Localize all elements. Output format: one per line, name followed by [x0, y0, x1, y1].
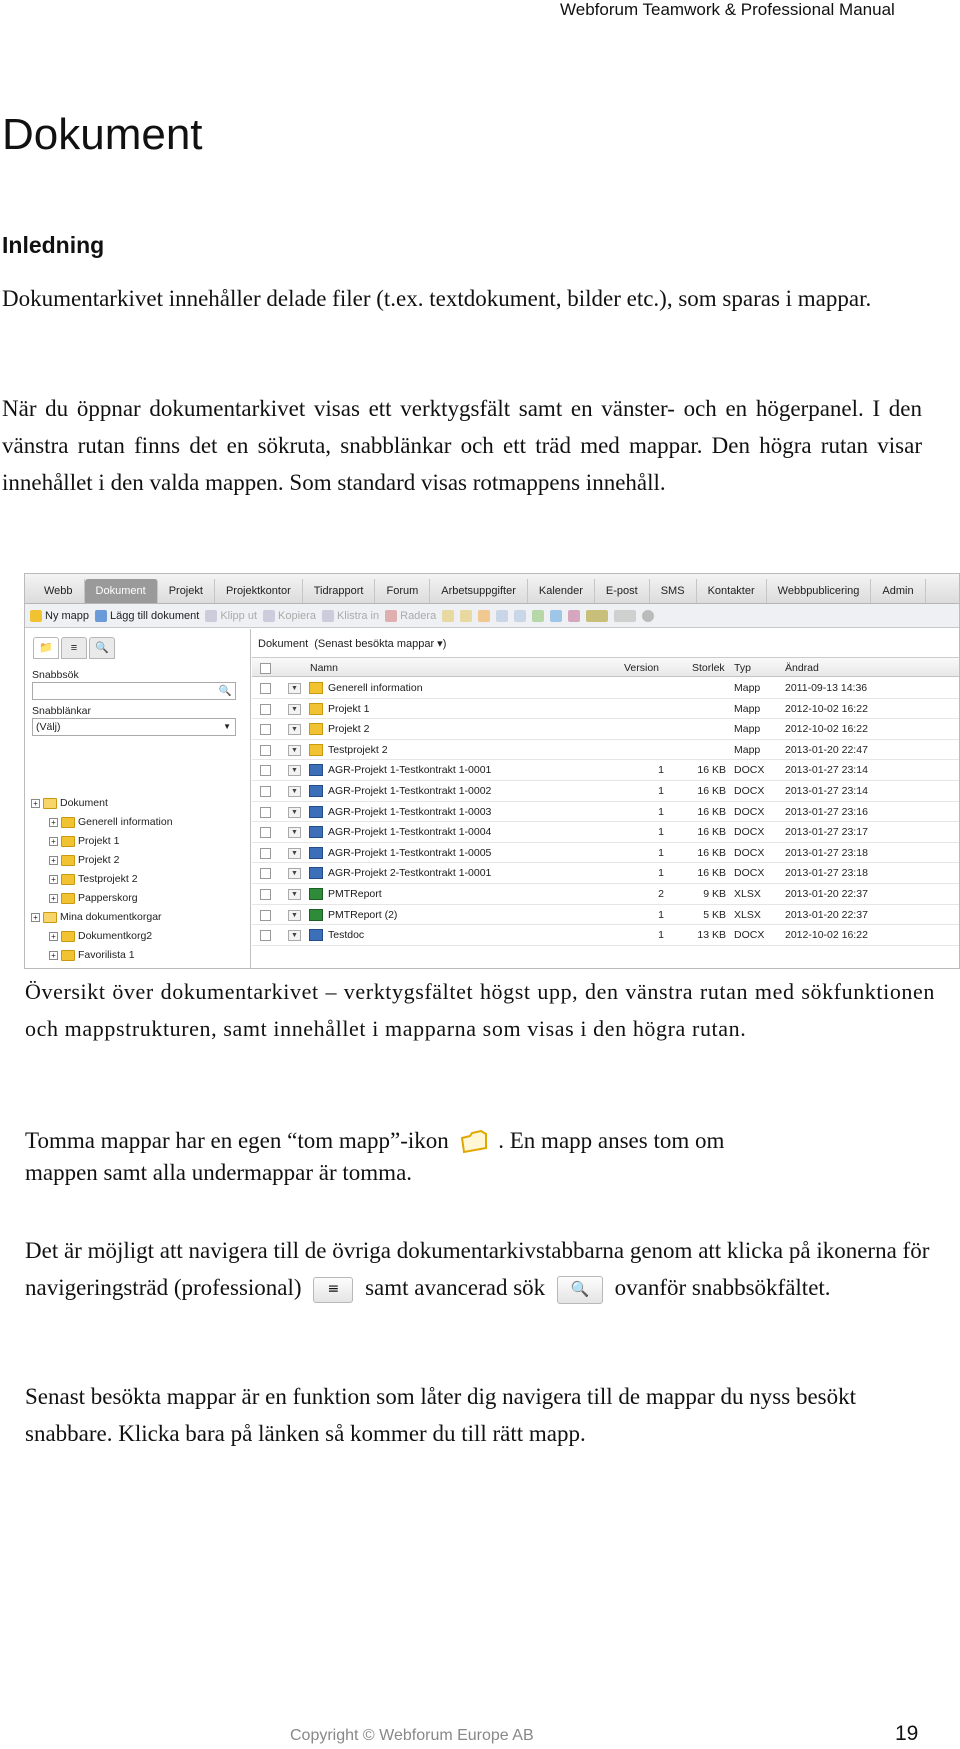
tree-node[interactable] — [27, 851, 247, 870]
word-file-icon — [309, 929, 323, 941]
table-row[interactable] — [252, 843, 960, 864]
column-name[interactable]: Namn — [310, 662, 339, 674]
new-folder-icon — [30, 610, 42, 622]
file-changed: 2013-01-27 23:18 — [785, 867, 868, 880]
row-checkbox[interactable] — [260, 745, 271, 756]
file-size — [672, 699, 726, 719]
file-type: DOCX — [734, 867, 765, 880]
file-type: DOCX — [734, 846, 765, 859]
row-checkbox[interactable] — [260, 930, 271, 941]
tree-node-label: Dokumentkorg2 — [78, 930, 153, 942]
file-type: XLSX — [734, 888, 761, 900]
footer-copyright: Copyright © Webforum Europe AB — [290, 1727, 534, 1744]
file-version: 1 — [658, 908, 664, 921]
row-menu-chevron-down-icon[interactable]: ▼ — [288, 848, 301, 859]
refresh-icon[interactable] — [550, 610, 562, 622]
folder-icon — [61, 931, 75, 942]
row-checkbox[interactable] — [260, 827, 271, 838]
tree-node[interactable] — [27, 832, 247, 851]
figure-caption: Översikt över dokumentarkivet – verktygsfältet högst upp, den vänstra rutan med sökfunktionen och mappstrukturen, samt innehållet i mapparna som visas i den högra rutan. — [25, 979, 935, 1041]
folder-icon — [309, 682, 323, 694]
permissions-icon[interactable] — [568, 610, 580, 622]
row-menu-chevron-down-icon[interactable]: ▼ — [288, 807, 301, 818]
column-version[interactable]: Version — [624, 662, 660, 674]
folder-icon — [61, 836, 75, 847]
folder-icon — [43, 798, 57, 809]
file-name[interactable]: Testdoc — [328, 929, 365, 942]
document-archive-screenshot — [24, 573, 960, 969]
file-name[interactable]: AGR-Projekt 2-Testkontrakt 1-0001 — [328, 867, 492, 880]
select-all-checkbox[interactable] — [260, 663, 271, 674]
file-name[interactable]: Projekt 1 — [328, 702, 370, 715]
file-type: DOCX — [734, 764, 765, 777]
delete-button[interactable]: Radera — [385, 610, 436, 622]
file-type: Mapp — [734, 702, 761, 715]
panel-paragraph: När du öppnar dokumentarkivet visas ett verktygsfält samt en vänster- och en högerpanel. I den vänstra rutan finns det en sökruta, snabblänkar och ett träd med mappar. Den högra rutan visar innehållet i den valda mappen. Som standard visas rotmappens innehåll. — [2, 396, 922, 495]
table-row[interactable] — [252, 740, 960, 761]
settings-gear-icon[interactable] — [642, 610, 654, 622]
row-checkbox[interactable] — [260, 848, 271, 859]
word-file-icon — [309, 764, 323, 776]
expand-icon[interactable]: + — [49, 856, 58, 865]
tree-node[interactable] — [27, 889, 247, 908]
table-row[interactable] — [252, 699, 960, 720]
file-size: 16 KB — [697, 826, 726, 839]
tree-node[interactable] — [27, 927, 247, 946]
table-row[interactable] — [252, 925, 960, 946]
empty-folder-paragraph-cont: mappen samt alla undermappar är tomma. — [25, 1160, 413, 1185]
row-menu-chevron-down-icon[interactable]: ▼ — [288, 683, 301, 694]
page-number: 19 — [895, 1722, 919, 1745]
quicklinks-label: Snabblänkar — [32, 705, 91, 717]
tab-kalender[interactable]: Kalender — [528, 579, 595, 603]
add-document-button[interactable]: Lägg till dokument — [95, 610, 199, 622]
file-size: 13 KB — [697, 929, 726, 942]
expand-icon[interactable]: + — [31, 799, 40, 808]
column-size[interactable]: Storlek — [692, 662, 725, 674]
folder-icon — [61, 874, 75, 885]
tab-dokument[interactable]: Dokument — [85, 579, 158, 603]
navigation-paragraph: Det är möjligt att navigera till de övriga dokumentarkivstabbarna genom att klicka på ikonerna för navigeringsträd (professional) ≡ samt avancerad sök 🔍 ovanför snabbsökfältet. — [25, 1232, 935, 1306]
expand-icon[interactable]: + — [49, 894, 58, 903]
tab-webb[interactable]: Webb — [33, 579, 85, 603]
paste-icon — [322, 610, 334, 622]
quicksearch-label: Snabbsök — [32, 669, 79, 681]
recent-folders-link[interactable]: (Senast besökta mappar ▾) — [314, 638, 447, 650]
recent-folders-paragraph: Senast besökta mappar är en funktion som låter dig navigera till de mappar du nyss besökt snabbare. Klicka bara på länken så kommer du till rätt mapp. — [25, 1384, 856, 1446]
file-size — [672, 719, 726, 739]
detail-view-icon[interactable] — [586, 610, 608, 622]
expand-icon[interactable]: + — [49, 932, 58, 941]
word-file-icon — [309, 806, 323, 818]
word-file-icon — [309, 867, 323, 879]
export-icon[interactable] — [532, 610, 544, 622]
word-file-icon — [309, 785, 323, 797]
folder-tree — [27, 794, 247, 965]
empty-folder-icon — [459, 1130, 489, 1156]
row-checkbox[interactable] — [260, 765, 271, 776]
breadcrumb-root[interactable]: Dokument — [258, 638, 309, 650]
comment-icon[interactable] — [478, 610, 490, 622]
file-version — [632, 740, 664, 760]
file-version: 1 — [658, 764, 664, 777]
column-type[interactable]: Typ — [734, 662, 751, 674]
delete-icon — [385, 610, 397, 622]
excel-file-icon — [309, 888, 323, 900]
file-version: 1 — [658, 826, 664, 839]
row-menu-chevron-down-icon[interactable]: ▼ — [288, 765, 301, 776]
file-name[interactable]: AGR-Projekt 1-Testkontrakt 1-0004 — [328, 826, 492, 839]
file-version: 1 — [658, 846, 664, 859]
file-changed: 2013-01-27 23:18 — [785, 846, 868, 859]
history-icon[interactable] — [514, 610, 526, 622]
excel-file-icon — [309, 909, 323, 921]
file-size: 16 KB — [697, 805, 726, 818]
tab-kontakter[interactable]: Kontakter — [697, 579, 767, 603]
file-changed: 2013-01-27 23:14 — [785, 764, 868, 777]
manual-header: Webforum Teamwork & Professional Manual — [560, 0, 895, 19]
file-changed: 2013-01-27 23:16 — [785, 805, 868, 818]
row-checkbox[interactable] — [260, 807, 271, 818]
file-name[interactable]: Testprojekt 2 — [328, 743, 388, 756]
advanced-search-icon: 🔍 — [557, 1276, 603, 1304]
navigation-tree-tab-icon[interactable]: ≡ — [61, 637, 87, 659]
table-row[interactable] — [252, 822, 960, 843]
row-menu-chevron-down-icon[interactable]: ▼ — [288, 827, 301, 838]
tab-arbetsuppgifter[interactable]: Arbetsuppgifter — [430, 579, 528, 603]
folder-icon — [43, 912, 57, 923]
row-menu-chevron-down-icon[interactable]: ▼ — [288, 910, 301, 921]
table-header — [252, 657, 960, 677]
row-checkbox[interactable] — [260, 889, 271, 900]
file-type: XLSX — [734, 908, 761, 921]
add-document-icon — [95, 610, 107, 622]
table-row[interactable] — [252, 802, 960, 823]
tab-projekt[interactable]: Projekt — [158, 579, 215, 603]
list-view-icon[interactable] — [614, 610, 636, 622]
file-version: 1 — [658, 805, 664, 818]
tree-node-label: Favorilista 1 — [78, 949, 135, 961]
tab-sms[interactable]: SMS — [650, 579, 697, 603]
expand-icon[interactable]: + — [31, 913, 40, 922]
file-size: 16 KB — [697, 846, 726, 859]
folder-icon — [309, 723, 323, 735]
tree-node-label: Papperskorg — [78, 892, 138, 904]
properties-icon[interactable] — [496, 610, 508, 622]
file-name[interactable]: Generell information — [328, 682, 423, 694]
scissors-icon — [205, 610, 217, 622]
quicklinks-select[interactable]: (Välj) ▼ — [32, 718, 236, 736]
expand-icon[interactable]: + — [49, 837, 58, 846]
file-changed: 2013-01-20 22:37 — [785, 908, 868, 921]
file-version — [632, 719, 664, 739]
file-size: 5 KB — [703, 908, 726, 921]
file-changed: 2013-01-27 23:14 — [785, 785, 868, 797]
file-changed: 2013-01-20 22:47 — [785, 743, 868, 756]
table-row[interactable] — [252, 719, 960, 740]
tree-node-label: Testprojekt 2 — [78, 873, 138, 885]
table-row[interactable] — [252, 781, 960, 802]
folder-icon — [61, 855, 75, 866]
toolbar — [25, 604, 959, 628]
section-heading: Inledning — [2, 232, 105, 258]
expand-icon[interactable]: + — [49, 875, 58, 884]
tree-node[interactable] — [27, 870, 247, 889]
unlock-icon[interactable] — [460, 610, 472, 622]
folder-icon — [61, 893, 75, 904]
folder-icon — [61, 950, 75, 961]
tree-node[interactable] — [27, 813, 247, 832]
file-size: 16 KB — [697, 867, 726, 880]
file-name[interactable]: AGR-Projekt 1-Testkontrakt 1-0002 — [328, 785, 492, 797]
row-menu-chevron-down-icon[interactable]: ▼ — [288, 868, 301, 879]
tree-node[interactable] — [27, 794, 247, 813]
quicksearch-input[interactable] — [32, 682, 236, 700]
word-file-icon — [309, 847, 323, 859]
lock-icon[interactable] — [442, 610, 454, 622]
file-type: Mapp — [734, 682, 761, 694]
file-version: 1 — [658, 785, 664, 797]
file-size: 16 KB — [697, 764, 726, 777]
file-size: 16 KB — [697, 785, 726, 797]
search-icon[interactable]: 🔍 — [218, 685, 232, 697]
file-version: 1 — [658, 929, 664, 942]
file-type: DOCX — [734, 805, 765, 818]
cut-button[interactable]: Klipp ut — [205, 610, 257, 622]
chevron-down-icon: ▼ — [223, 722, 231, 731]
copy-button[interactable]: Kopiera — [263, 610, 316, 622]
tree-node-label: Generell information — [78, 816, 173, 828]
file-changed: 2012-10-02 16:22 — [785, 723, 868, 736]
tree-node-label: Mina dokumentkorgar — [60, 911, 162, 923]
expand-icon[interactable]: + — [49, 818, 58, 827]
page-title: Dokument — [2, 110, 203, 159]
file-name[interactable]: AGR-Projekt 1-Testkontrakt 1-0005 — [328, 846, 492, 859]
row-menu-chevron-down-icon[interactable]: ▼ — [288, 704, 301, 715]
file-size: 9 KB — [703, 888, 726, 900]
tab-e-post[interactable]: E-post — [595, 579, 650, 603]
file-changed: 2012-10-02 16:22 — [785, 929, 868, 942]
file-type: Mapp — [734, 723, 761, 736]
folder-tab-icon[interactable]: 📁 — [33, 637, 59, 659]
tab-webbpublicering[interactable]: Webbpublicering — [767, 579, 872, 603]
file-name[interactable]: PMTReport (2) — [328, 908, 398, 921]
left-panel — [25, 629, 251, 969]
row-menu-chevron-down-icon[interactable]: ▼ — [288, 889, 301, 900]
file-type: Mapp — [734, 743, 761, 756]
file-version: 1 — [658, 867, 664, 880]
file-name[interactable]: AGR-Projekt 1-Testkontrakt 1-0001 — [328, 764, 492, 777]
word-file-icon — [309, 826, 323, 838]
intro-paragraph: Dokumentarkivet innehåller delade filer (t.ex. textdokument, bilder etc.), som sparas i mappar. — [2, 286, 872, 311]
right-panel — [252, 629, 960, 969]
file-version — [632, 699, 664, 719]
file-size — [672, 678, 726, 698]
file-version: 2 — [658, 888, 664, 900]
row-checkbox[interactable] — [260, 786, 271, 797]
file-type: DOCX — [734, 785, 765, 797]
breadcrumb — [258, 637, 446, 650]
copy-icon — [263, 610, 275, 622]
table-row[interactable] — [252, 863, 960, 884]
folder-icon — [61, 817, 75, 828]
tree-node-label: Projekt 2 — [78, 854, 120, 866]
table-row[interactable] — [252, 760, 960, 781]
tab-forum[interactable]: Forum — [375, 579, 430, 603]
row-checkbox[interactable] — [260, 910, 271, 921]
row-checkbox[interactable] — [260, 683, 271, 694]
tab-tidrapport[interactable]: Tidrapport — [303, 579, 376, 603]
row-menu-chevron-down-icon[interactable]: ▼ — [288, 786, 301, 797]
file-changed: 2013-01-20 22:37 — [785, 888, 868, 900]
file-type: DOCX — [734, 929, 765, 942]
file-version — [632, 678, 664, 698]
file-name[interactable]: AGR-Projekt 1-Testkontrakt 1-0003 — [328, 805, 492, 818]
tree-node-label: Projekt 1 — [78, 835, 120, 847]
empty-folder-paragraph: Tomma mappar har en egen “tom mapp”-ikon . En mapp anses tom om — [25, 1125, 724, 1156]
file-size — [672, 740, 726, 760]
advanced-search-tab-icon[interactable]: 🔍 — [89, 637, 115, 659]
tree-node[interactable] — [27, 946, 247, 965]
tree-node-label: Dokument — [60, 797, 108, 809]
table-row[interactable] — [252, 678, 960, 699]
paste-button[interactable]: Klistra in — [322, 610, 379, 622]
table-row[interactable] — [252, 905, 960, 926]
row-checkbox[interactable] — [260, 868, 271, 879]
main-tab-bar — [25, 574, 959, 604]
file-changed: 2013-01-27 23:17 — [785, 826, 868, 839]
navigation-tree-icon: ≡ — [313, 1277, 353, 1303]
row-menu-chevron-down-icon[interactable]: ▼ — [288, 930, 301, 941]
file-changed: 2011-09-13 14:36 — [785, 682, 868, 694]
tab-projektkontor[interactable]: Projektkontor — [215, 579, 303, 603]
file-type: DOCX — [734, 826, 765, 839]
row-menu-chevron-down-icon[interactable]: ▼ — [288, 724, 301, 735]
column-changed[interactable]: Ändrad — [785, 662, 819, 674]
row-menu-chevron-down-icon[interactable]: ▼ — [288, 745, 301, 756]
file-changed: 2012-10-02 16:22 — [785, 702, 868, 715]
row-checkbox[interactable] — [260, 704, 271, 715]
new-folder-button[interactable]: Ny mapp — [30, 610, 89, 622]
file-name[interactable]: Projekt 2 — [328, 723, 370, 736]
tree-node[interactable] — [27, 908, 247, 927]
folder-icon — [309, 703, 323, 715]
expand-icon[interactable]: + — [49, 951, 58, 960]
row-checkbox[interactable] — [260, 724, 271, 735]
tab-admin[interactable]: Admin — [871, 579, 925, 603]
file-name[interactable]: PMTReport — [328, 888, 382, 900]
folder-icon — [309, 744, 323, 756]
table-row[interactable] — [252, 884, 960, 905]
